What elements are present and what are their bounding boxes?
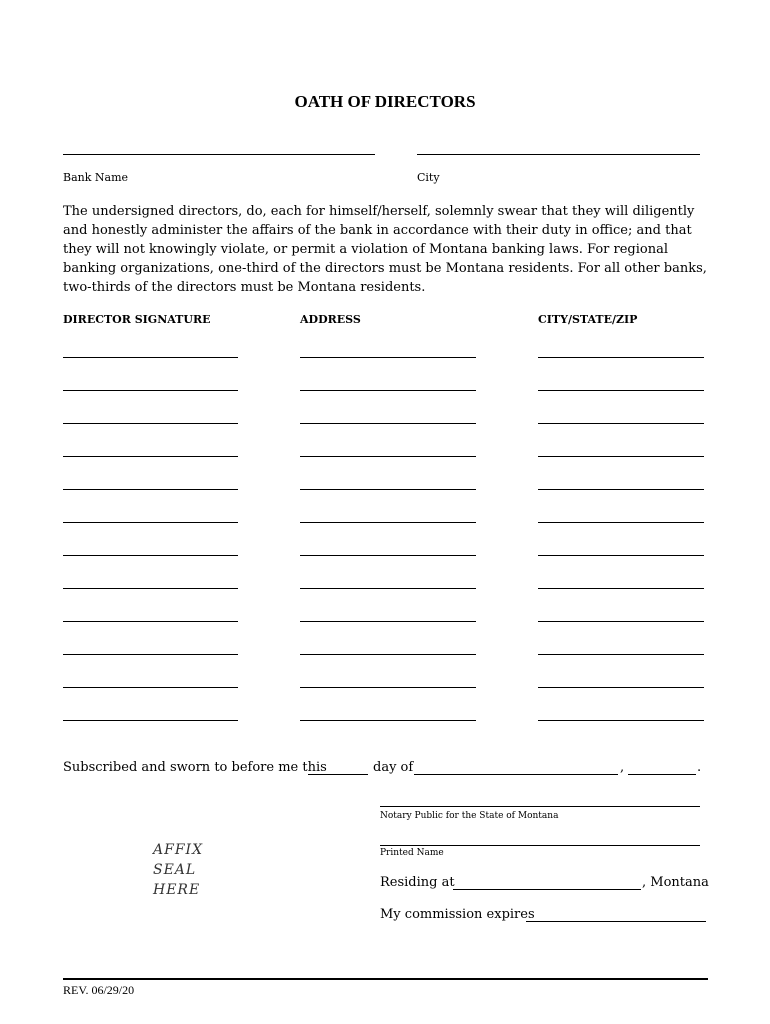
residing-at-suffix: , Montana: [642, 875, 709, 890]
director-city-state-zip-field[interactable]: [538, 456, 704, 457]
year-field[interactable]: [628, 774, 696, 775]
director-city-state-zip-field[interactable]: [538, 654, 704, 655]
director-city-state-zip-field[interactable]: [538, 720, 704, 721]
director-address-field[interactable]: [300, 522, 476, 523]
city-label: City: [417, 171, 440, 184]
director-signature-field[interactable]: [63, 423, 238, 424]
printed-name-label: Printed Name: [380, 848, 444, 858]
director-signature-field[interactable]: [63, 489, 238, 490]
director-address-field[interactable]: [300, 555, 476, 556]
column-header-city-state-zip: CITY/STATE/ZIP: [538, 313, 638, 326]
director-signature-field[interactable]: [63, 621, 238, 622]
seal-line-2: SEAL: [153, 862, 197, 878]
commission-expires-label: My commission expires: [380, 907, 535, 922]
footer-rule: [63, 978, 708, 980]
director-address-field[interactable]: [300, 489, 476, 490]
director-address-field[interactable]: [300, 357, 476, 358]
seal-line-3: HERE: [153, 882, 201, 898]
director-signature-field[interactable]: [63, 357, 238, 358]
director-city-state-zip-field[interactable]: [538, 357, 704, 358]
director-address-field[interactable]: [300, 687, 476, 688]
director-address-field[interactable]: [300, 588, 476, 589]
month-field[interactable]: [414, 774, 618, 775]
column-header-signature: DIRECTOR SIGNATURE: [63, 313, 211, 326]
director-signature-field[interactable]: [63, 588, 238, 589]
director-city-state-zip-field[interactable]: [538, 555, 704, 556]
city-field[interactable]: [417, 154, 700, 155]
period-text: .: [697, 760, 702, 775]
director-signature-field[interactable]: [63, 522, 238, 523]
director-city-state-zip-field[interactable]: [538, 489, 704, 490]
commission-expires-field[interactable]: [526, 921, 706, 922]
director-city-state-zip-field[interactable]: [538, 588, 704, 589]
director-signature-field[interactable]: [63, 456, 238, 457]
director-signature-field[interactable]: [63, 720, 238, 721]
director-address-field[interactable]: [300, 390, 476, 391]
day-of-text: day of: [373, 760, 414, 775]
affix-seal-stamp: [153, 840, 203, 900]
director-address-field[interactable]: [300, 423, 476, 424]
director-signature-field[interactable]: [63, 555, 238, 556]
residing-at-field[interactable]: [453, 889, 641, 890]
residing-at-label: Residing at: [380, 875, 455, 890]
document-title: OATH OF DIRECTORS: [294, 92, 476, 111]
revision-date: REV. 06/29/20: [63, 983, 135, 997]
director-address-field[interactable]: [300, 621, 476, 622]
director-address-field[interactable]: [300, 654, 476, 655]
director-signature-field[interactable]: [63, 654, 238, 655]
director-city-state-zip-field[interactable]: [538, 687, 704, 688]
oath-paragraph: The undersigned directors, do, each for himself/herself, solemnly swear that they will diligently and honestly administer the affairs of the bank in accordance with their duty in office; and that they will not knowingly violate, or permit a violation of Montana banking laws. For regional banking organizations, one-third of the directors must be Montana residents. For all other banks, two-thirds of the directors must be Montana residents.: [63, 204, 707, 295]
director-address-field[interactable]: [300, 720, 476, 721]
seal-line-1: AFFIX: [153, 842, 204, 858]
bank-name-field[interactable]: [63, 154, 375, 155]
director-signature-field[interactable]: [63, 390, 238, 391]
notary-signature-field[interactable]: [380, 806, 700, 807]
director-address-field[interactable]: [300, 456, 476, 457]
director-signature-field[interactable]: [63, 687, 238, 688]
column-header-address: ADDRESS: [300, 313, 361, 326]
day-field[interactable]: [308, 774, 368, 775]
director-city-state-zip-field[interactable]: [538, 390, 704, 391]
comma-text: ,: [620, 760, 625, 775]
bank-name-label: Bank Name: [63, 171, 129, 184]
director-city-state-zip-field[interactable]: [538, 423, 704, 424]
subscribed-text: Subscribed and sworn to before me this: [63, 760, 327, 775]
director-city-state-zip-field[interactable]: [538, 522, 704, 523]
notary-label: Notary Public for the State of Montana: [380, 811, 559, 821]
director-city-state-zip-field[interactable]: [538, 621, 704, 622]
printed-name-field[interactable]: [380, 845, 700, 846]
